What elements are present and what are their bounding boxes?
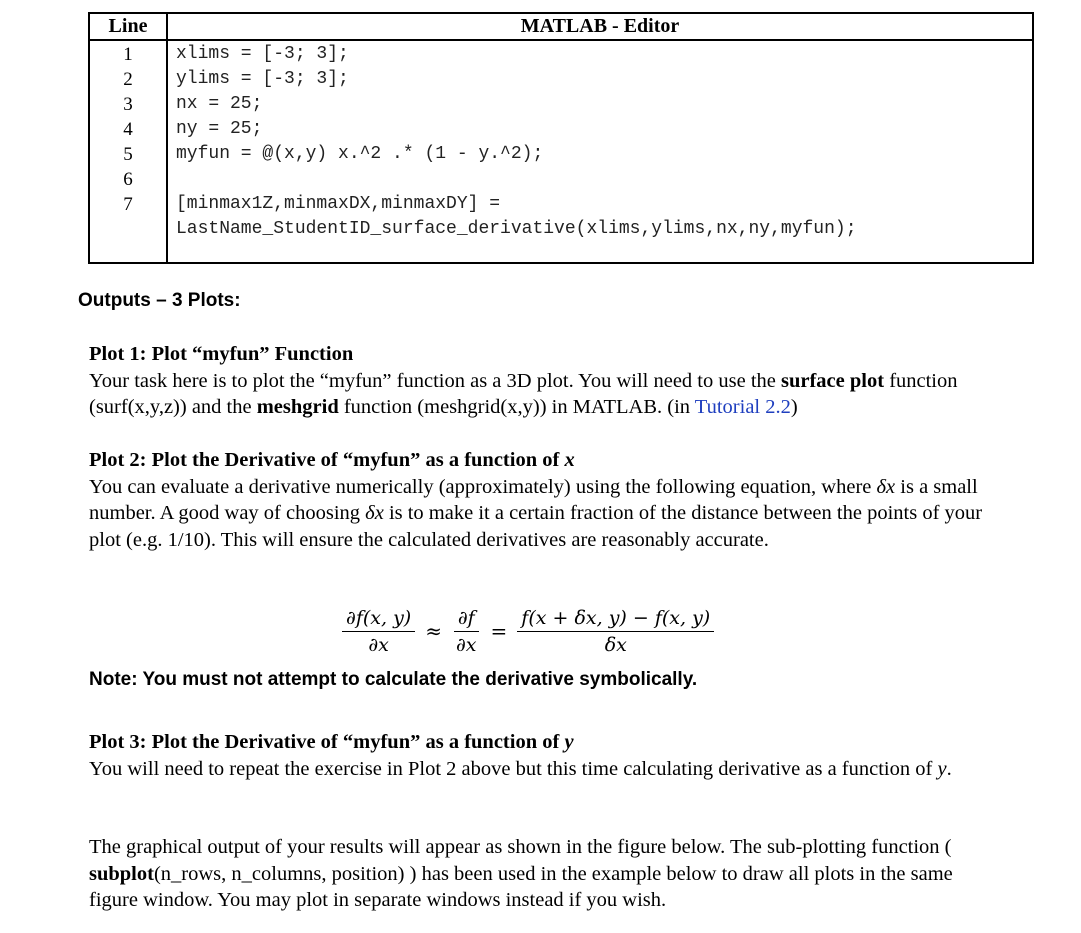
mid-fraction: [452, 605, 481, 658]
outputs-heading: Outputs – 3 Plots:: [78, 290, 241, 311]
final-section: [89, 834, 989, 914]
editor-column-header: MATLAB - Editor: [520, 15, 680, 37]
plot2-title: [89, 447, 989, 474]
final-text-b: (n_rows, n_columns, position) ) has been used in the example below to draw all plots in the same figure window. You may plot in separate windows instead if you wish.: [89, 862, 953, 911]
header-divider: [90, 39, 1032, 41]
plot3-var: y: [937, 757, 947, 780]
plot1-text-b: function (surf(x,y,z)) and the: [89, 369, 958, 418]
rhs-numerator: f(x + δx, y) − f(x, y): [517, 605, 714, 632]
note-text: Note: You must not attempt to calculate the derivative symbolically.: [89, 669, 698, 690]
plot1-text-c: function (meshgrid(x,y)) in MATLAB. (in: [338, 396, 695, 418]
surface-plot-term: surface plot: [781, 369, 885, 392]
line-number: 4: [123, 119, 133, 140]
line-number: 3: [123, 94, 133, 115]
plot1-text-d: ): [790, 396, 798, 418]
plot2-section: [89, 447, 989, 553]
delta-x-term: δx: [365, 502, 384, 524]
line-number: 2: [123, 69, 133, 90]
lhs-fraction: [342, 605, 415, 658]
line-column-header: Line: [108, 15, 148, 37]
meshgrid-term: meshgrid: [256, 396, 339, 418]
code-line: xlims = [-3; 3];: [176, 44, 349, 64]
plot2-text: [89, 474, 989, 554]
plot1-title: Plot 1: Plot “myfun” Function: [89, 343, 354, 365]
equals-symbol: =: [490, 619, 508, 643]
column-divider: [166, 14, 168, 262]
mid-denominator: ∂x: [455, 633, 477, 656]
plot1-text: [89, 368, 989, 421]
mid-numerator: ∂f: [454, 605, 479, 632]
code-line: [minmax1Z,minmaxDX,minmaxDY] =: [176, 194, 501, 214]
plot1-section: [89, 341, 989, 421]
rhs-fraction: [517, 605, 714, 658]
plot3-section: [89, 729, 989, 782]
plot2-title-prefix: Plot 2: Plot the Derivative of “myfun” as a function of: [89, 449, 565, 471]
rhs-denominator: δx: [604, 633, 627, 656]
derivative-equation: [340, 600, 716, 662]
final-text: [89, 834, 989, 914]
delta-x-term: δx: [876, 475, 896, 498]
plot2-title-var: x: [564, 449, 575, 471]
plot3-title: [89, 729, 989, 756]
plot2-text-c: is to make it a certain fraction of the distance between the points of your plot (e.g. 1/10). This will ensure the calculated derivatives are reasonably accurate.: [89, 502, 983, 551]
lhs-denominator: ∂x: [368, 633, 389, 656]
plot3-text-b: .: [946, 757, 952, 780]
plot3-text-a: You will need to repeat the exercise in Plot 2 above but this time calculating derivative as a function of: [89, 757, 938, 780]
plot3-text: [89, 756, 989, 783]
tutorial-link[interactable]: Tutorial 2.2: [694, 396, 791, 418]
plot3-title-prefix: Plot 3: Plot the Derivative of “myfun” as a function of: [89, 731, 565, 753]
code-line: [176, 167, 1024, 192]
plot3-title-var: y: [564, 731, 574, 753]
line-number: 1: [123, 44, 133, 65]
code-line: ylims = [-3; 3];: [176, 69, 349, 89]
code-line: LastName_StudentID_surface_derivative(xlims,ylims,nx,ny,myfun);: [176, 219, 857, 239]
plot2-text-a: You can evaluate a derivative numerically (approximately) using the following equation, where: [89, 475, 877, 498]
line-number: 6: [123, 169, 133, 190]
plot2-text-b: is a small number. A good way of choosing: [89, 475, 978, 524]
code-line: ny = 25;: [176, 119, 263, 139]
plot1-text-a: Your task here is to plot the “myfun” function as a 3D plot. You will need to use the: [89, 369, 781, 392]
code-line: nx = 25;: [176, 94, 263, 114]
code-line: myfun = @(x,y) x.^2 .* (1 - y.^2);: [176, 144, 544, 164]
line-number: 5: [123, 144, 133, 165]
line-number: 7: [123, 194, 133, 215]
subplot-term: subplot: [89, 862, 154, 885]
line-numbers: [90, 42, 166, 217]
code-lines: [176, 42, 1024, 242]
approx-symbol: ≈: [425, 619, 442, 643]
final-text-a: The graphical output of your results will appear as shown in the figure below. The sub-plotting function (: [89, 836, 952, 858]
lhs-numerator: ∂f(x, y): [342, 605, 415, 632]
code-table: [88, 12, 1034, 264]
